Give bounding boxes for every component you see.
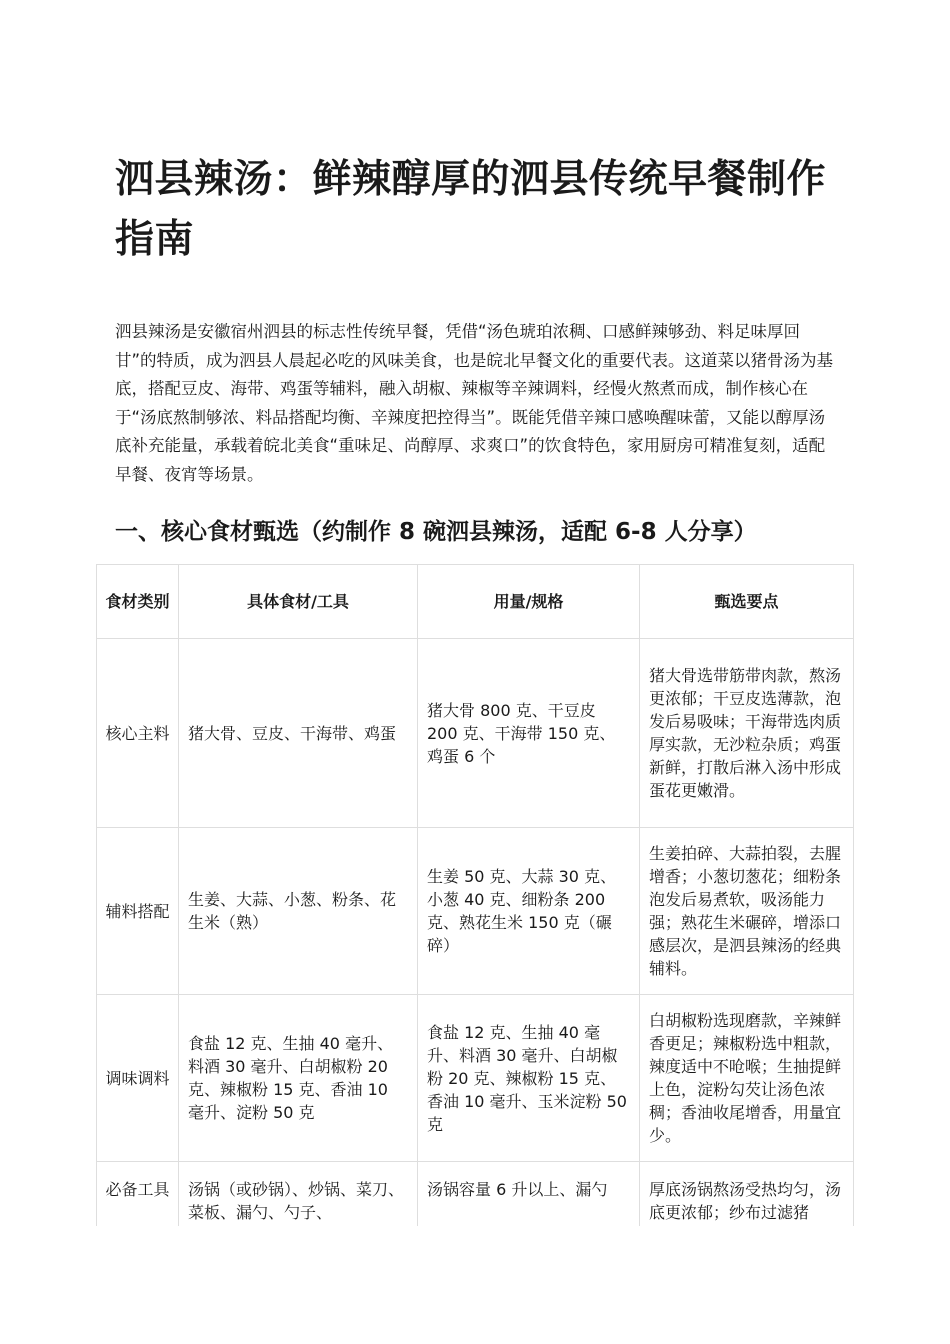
cell-tips: 白胡椒粉选现磨款，辛辣鲜香更足；辣椒粉选中粗款，辣度适中不呛喉；生抽提鲜上色，淀粉勾芡让汤色浓稠；香油收尾增香，用量宜少。 — [640, 995, 854, 1162]
cell-category: 调味调料 — [97, 995, 179, 1162]
document-title: 泗县辣汤：鲜辣醇厚的泗县传统早餐制作指南 — [115, 157, 827, 262]
column-header-items: 具体食材/工具 — [179, 565, 418, 639]
cell-tips: 生姜拍碎、大蒜拍裂，去腥增香；小葱切葱花；细粉条泡发后易煮软，吸汤能力强；熟花生米碾碎，增添口感层次，是泗县辣汤的经典辅料。 — [640, 828, 854, 995]
table-row — [97, 828, 854, 995]
cell-amount: 生姜 50 克、大蒜 30 克、小葱 40 克、细粉条 200 克、熟花生米 150 克（碾碎） — [418, 828, 640, 995]
column-header-amount: 用量/规格 — [418, 565, 640, 639]
column-header-tips: 甄选要点 — [640, 565, 854, 639]
cell-category: 必备工具 — [97, 1162, 179, 1227]
cell-amount: 猪大骨 800 克、干豆皮 200 克、干海带 150 克、鸡蛋 6 个 — [418, 639, 640, 828]
cell-items: 食盐 12 克、生抽 40 毫升、料酒 30 毫升、白胡椒粉 20 克、辣椒粉 15 克、香油 10 毫升、淀粉 50 克 — [179, 995, 418, 1162]
column-header-category: 食材类别 — [97, 565, 179, 639]
table-row — [97, 639, 854, 828]
ingredients-table-container — [96, 564, 854, 1226]
section-heading-ingredients: 一、核心食材甄选（约制作 8 碗泗县辣汤，适配 6-8 人分享） — [115, 519, 757, 545]
cell-items: 猪大骨、豆皮、干海带、鸡蛋 — [179, 639, 418, 828]
table-header-row — [97, 565, 854, 639]
ingredients-table — [96, 564, 854, 1226]
cell-tips: 厚底汤锅熬汤受热均匀，汤底更浓郁；纱布过滤猪 — [640, 1162, 854, 1227]
cell-amount: 食盐 12 克、生抽 40 毫升、料酒 30 毫升、白胡椒粉 20 克、辣椒粉 15 克、香油 10 毫升、玉米淀粉 50 克 — [418, 995, 640, 1162]
intro-paragraph: 泗县辣汤是安徽宿州泗县的标志性传统早餐，凭借“汤色琥珀浓稠、口感鲜辣够劲、料足味厚回甘”的特质，成为泗县人晨起必吃的风味美食，也是皖北早餐文化的重要代表。这道菜以猪骨汤为基底，搭配豆皮、海带、鸡蛋等辅料，融入胡椒、辣椒等辛辣调料，经慢火熬煮而成，制作核心在于“汤底熬制够浓、料品搭配均衡、辛辣度把控得当”。既能凭借辛辣口感唤醒味蕾，又能以醇厚汤底补充能量，承载着皖北美食“重味足、尚醇厚、求爽口”的饮食特色，家用厨房可精准复刻，适配早餐、夜宵等场景。 — [115, 322, 834, 484]
cell-tips: 猪大骨选带筋带肉款，熬汤更浓郁；干豆皮选薄款，泡发后易吸味；干海带选肉质厚实款，无沙粒杂质；鸡蛋新鲜，打散后淋入汤中形成蛋花更嫩滑。 — [640, 639, 854, 828]
table-row — [97, 1162, 854, 1227]
cell-items: 生姜、大蒜、小葱、粉条、花生米（熟） — [179, 828, 418, 995]
cell-items: 汤锅（或砂锅）、炒锅、菜刀、菜板、漏勺、勺子、 — [179, 1162, 418, 1227]
cell-category: 核心主料 — [97, 639, 179, 828]
cell-category: 辅料搭配 — [97, 828, 179, 995]
cell-amount: 汤锅容量 6 升以上、漏勺 — [418, 1162, 640, 1227]
table-row — [97, 995, 854, 1162]
